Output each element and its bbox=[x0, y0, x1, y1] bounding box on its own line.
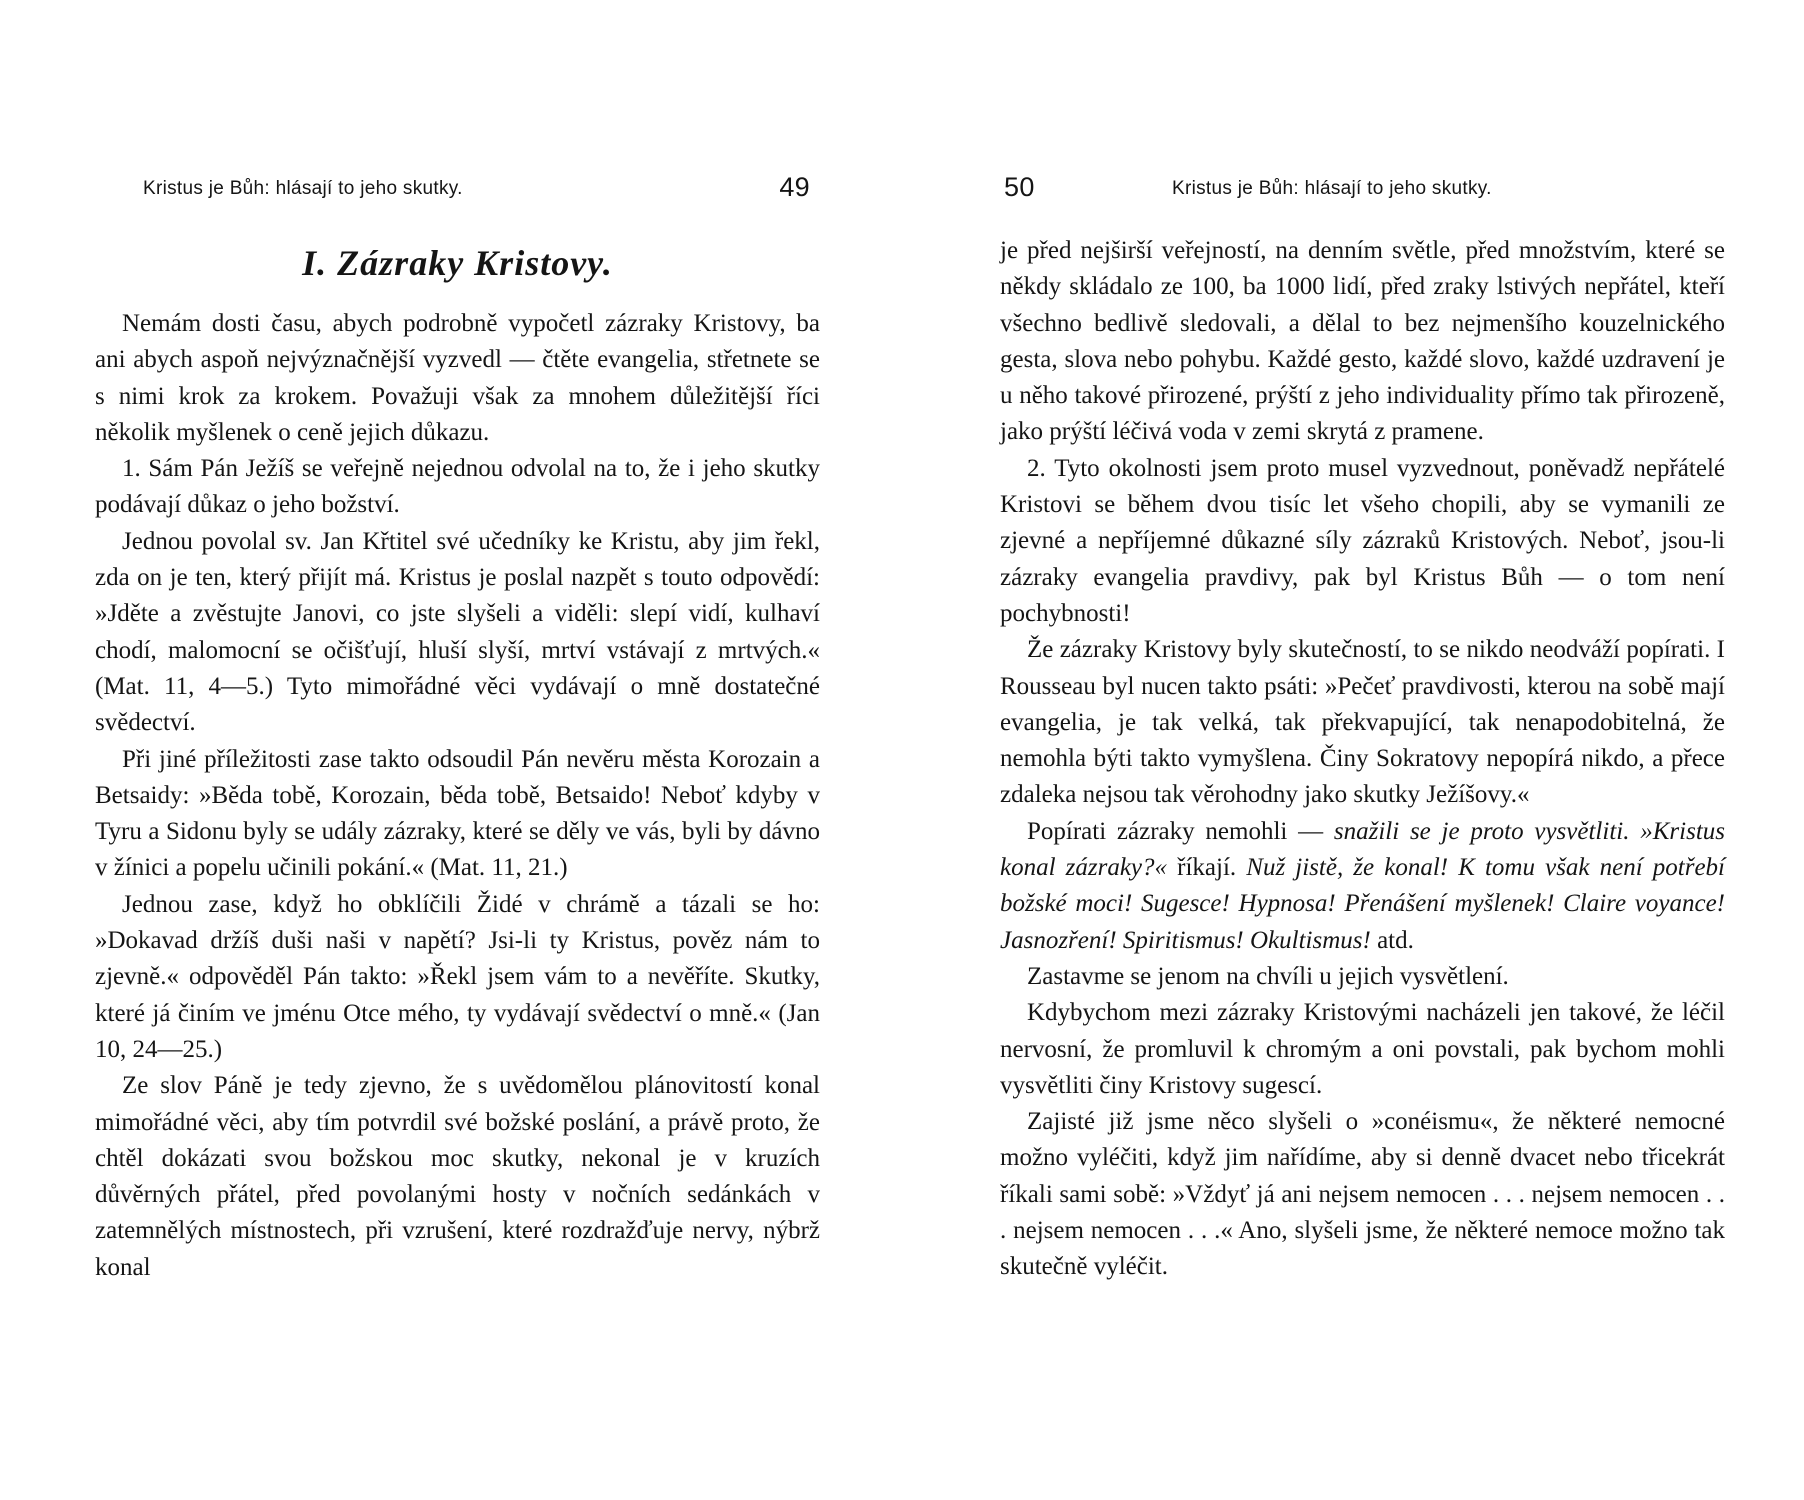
right-body-text bbox=[1000, 233, 1725, 1286]
left-page-number: 49 bbox=[779, 172, 810, 202]
mixed-text-5-italic: Nuž jistě, že konal! K tomu však není potřebí božské moci! Sugesce! Hypnosa! Přenášení myšlenek! Claire voyance! Jasnozření! Spiritismus! Okultismus! bbox=[1000, 854, 1725, 954]
right-paragraph-4-mixed bbox=[1000, 814, 1725, 959]
right-running-head-text: Kristus je Bůh: hlásají to jeho skutky. bbox=[1172, 178, 1492, 199]
right-paragraph-3: Že zázraky Kristovy byly skutečností, to se nikdo neodváží popírati. I Rousseau byl nucen takto psáti: »Pečeť pravdivosti, kterou na sobě mají evangelia, je tak velká, tak překvapující, tak nenapodobitelná, že nemohla býti takto vymyšlena. Činy Sokratovy nepopírá nikdo, a přece zdaleka nejsou tak věrohodny jako skutky Ježíšovy.« bbox=[1000, 636, 1725, 809]
mixed-text-3-italic: »Kristus konal zázraky?« bbox=[1000, 817, 1725, 882]
right-paragraph-7: Zajisté již jsme něco slyšeli o »conéismu«, že některé nemocné možno vyléčiti, když jim nařídíme, aby si denně dvacet nebo třicekrát říkali sami sobě: »Vždyť já ani nejsem nemocen . . . nejsem nemocen . . . nejsem nemocen . . .« Ano, slyšeli jsme, že některé nemoce možno tak skutečně vyléčit. bbox=[1000, 1108, 1725, 1281]
right-paragraph-6: Kdybychom mezi zázraky Kristovými nacházeli jen takové, že léčil nervosní, že promluvil k chromým a oni povstali, pak bychom mohli vysvětliti činy Kristovy sugescí. bbox=[1000, 999, 1725, 1099]
left-running-head-text: Kristus je Bůh: hlásají to jeho skutky. bbox=[143, 178, 463, 199]
left-paragraph-5: Jednou zase, když ho obklíčili Židé v chrámě a tázali se ho: »Dokavad držíš duši naši v napětí? Jsi-li ty Kristus, pověz nám to zjevně.« odpověděl Pán takto: »Řekl jsem vám to a nevěříte. Skutky, které já činím ve jménu Otce mého, ty vydávají svědectví o mně.« (Jan 10, 24—25.) bbox=[95, 890, 820, 1063]
right-running-head bbox=[1000, 168, 1725, 200]
left-body-text bbox=[95, 306, 820, 1286]
mixed-text-1: Popírati zázraky nemohli — bbox=[1027, 817, 1334, 845]
right-page bbox=[1000, 0, 1725, 1500]
right-paragraph-5: Zastavme se jenom na chvíli u jejich vysvětlení. bbox=[1027, 962, 1509, 990]
right-page-number: 50 bbox=[1004, 172, 1035, 202]
mixed-text-6: atd. bbox=[1370, 926, 1414, 954]
left-paragraph-6: Ze slov Páně je tedy zjevno, že s uvědomělou plánovitostí konal mimořádné věci, aby tím potvrdil své božské poslání, a právě proto, že chtěl dokázati svou božskou moc skutky, nekonal je v kruzích důvěrných přátel, před povolanými hosty v nočních sedánkách v zatemnělých místnostech, při vzrušení, které rozdražďuje nervy, nýbrž konal bbox=[95, 1072, 820, 1281]
mixed-text-2-italic: snažili se je proto vysvětliti. bbox=[1333, 817, 1630, 845]
right-paragraph-1: je před nejširší veřejností, na denním světle, před množstvím, které se někdy skládalo ze 100, ba 1000 lidí, před zraky lstivých nepřátel, kteří všechno bedlivě sledovali, a dělal to bez nejmenšího kouzelnického gesta, slova nebo pohybu. Každé gesto, každé slovo, každé uzdravení je u něho takové přirozené, prýští z jeho individuality přímo tak přirozeně, jako prýští léčivá voda v zemi skrytá z pramene. bbox=[1000, 237, 1725, 446]
chapter-title: I. Zázraky Kristovy. bbox=[302, 243, 613, 283]
left-paragraph-3: Jednou povolal sv. Jan Křtitel své učedníky ke Kristu, aby jim řekl, zda on je ten, který přijít má. Kristus je poslal nazpět s touto odpovědí: »Jděte a zvěstujte Janovi, co jste slyšeli a viděli: slepí vidí, kulhaví chodí, malomocní se očišťují, hluší slyší, mrtví vstávají z mrtvých.« (Mat. 11, 4—5.) Tyto mimořádné věci vydávají o mně dostatečné svědectví. bbox=[95, 527, 820, 737]
right-paragraph-2: 2. Tyto okolnosti jsem proto musel vyzvednout, poněvadž nepřátelé Kristovi se během dvou tisíc let všeho chopili, aby se vymanili ze zjevné a nepříjemné důkazné síly zázraků Kristových. Neboť, jsou-li zázraky evangelia pravdivy, pak byl Kristus Bůh — o tom není pochybnosti! bbox=[1000, 454, 1725, 627]
left-running-head bbox=[95, 168, 820, 200]
left-page bbox=[95, 0, 820, 1500]
left-paragraph-1: Nemám dosti času, abych podrobně vypočetl zázraky Kristovy, ba ani abych aspoň nejvýznačnější vyzvedl — čtěte evangelia, střetnete se s nimi krok za krokem. Považuji však za mnohem důležitější říci několik myšlenek o ceně jejich důkazu. bbox=[95, 310, 820, 446]
left-paragraph-2: 1. Sám Pán Ježíš se veřejně nejednou odvolal na to, že i jeho skutky podávají důkaz o jeho božství. bbox=[95, 455, 820, 519]
left-paragraph-4: Při jiné příležitosti zase takto odsoudil Pán nevěru města Korozain a Betsaidy: »Běda tobě, Korozain, běda tobě, Betsaido! Neboť kdyby v Tyru a Sidonu byly se udály zázraky, které se děly ve vás, byli by dávno v žínici a popelu učinili pokání.« (Mat. 11, 21.) bbox=[95, 745, 820, 882]
mixed-text-4: říkají. bbox=[1167, 854, 1247, 882]
